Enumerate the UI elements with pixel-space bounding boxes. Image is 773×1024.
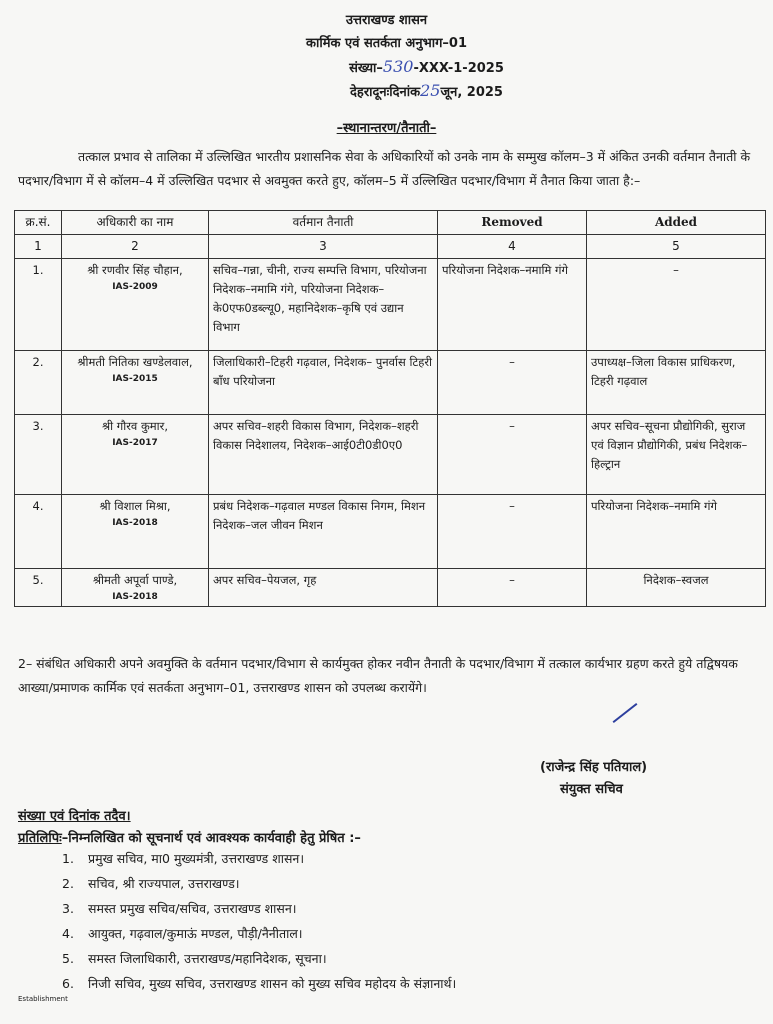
table-header-row	[15, 211, 766, 235]
removed-posting: –	[438, 495, 587, 569]
current-posting: सचिव–गन्ना, चीनी, राज्य सम्पत्ति विभाग, परियोजना निदेशक–नमामि गंगे, परियोजना निदेशक–के0एफ0डब्ल्यू0, महानिदेशक–कृषि एवं उद्यान विभाग	[209, 259, 438, 351]
col-header-sn: क्र.सं.	[15, 211, 62, 235]
col-header-added: Added	[587, 211, 766, 235]
signature-mark	[613, 703, 638, 723]
date-suffix: जून, 2025	[440, 85, 503, 100]
list-number: 3.	[62, 901, 74, 916]
list-number: 2.	[62, 876, 74, 891]
list-number: 5.	[62, 951, 74, 966]
officer-name-cell	[62, 351, 209, 415]
officer-batch: IAS-2015	[112, 374, 158, 384]
col-number: 2	[62, 235, 209, 259]
officer-batch: IAS-2018	[112, 592, 158, 602]
col-header-current: वर्तमान तैनाती	[209, 211, 438, 235]
col-number: 4	[438, 235, 587, 259]
officer-batch: IAS-2017	[112, 438, 158, 448]
officer-batch: IAS-2018	[112, 518, 158, 528]
table-row	[15, 495, 766, 569]
table-row	[15, 259, 766, 351]
officer-name-cell	[62, 415, 209, 495]
list-item	[62, 871, 752, 896]
row-sn: 3.	[15, 415, 62, 495]
order-date	[40, 81, 773, 100]
current-posting: अपर सचिव–शहरी विकास विभाग, निदेशक–शहरी विकास निदेशालय, निदेशक–आई0टी0डी0ए0	[209, 415, 438, 495]
order-number	[40, 57, 773, 76]
col-header-name: अधिकारी का नाम	[62, 211, 209, 235]
current-posting: अपर सचिव–पेयजल, गृह	[209, 569, 438, 607]
list-item	[62, 896, 752, 921]
added-posting: परियोजना निदेशक–नमामि गंगे	[587, 495, 766, 569]
officer-name-cell	[62, 569, 209, 607]
copy-recipient-list	[62, 846, 752, 996]
list-item	[62, 971, 752, 996]
officer-name: श्री रणवीर सिंह चौहान,	[87, 263, 183, 277]
list-text: समस्त जिलाधिकारी, उत्तराखण्ड/महानिदेशक, सूचना।	[88, 951, 327, 966]
handwritten-date: 25	[420, 81, 441, 100]
officer-name: श्री विशाल मिश्रा,	[99, 499, 171, 513]
list-text: समस्त प्रमुख सचिव/सचिव, उत्तराखण्ड शासन।	[88, 901, 297, 916]
added-posting: उपाध्यक्ष–जिला विकास प्राधिकरण, टिहरी गढ़वाल	[587, 351, 766, 415]
row-sn: 5.	[15, 569, 62, 607]
col-number: 5	[587, 235, 766, 259]
table-row	[15, 351, 766, 415]
order-number-prefix: संख्या–	[349, 61, 383, 76]
date-prefix: देहरादूनःदिनांक	[350, 85, 421, 100]
col-number: 3	[209, 235, 438, 259]
officer-name: श्रीमती अपूर्वा पाण्डे,	[92, 573, 178, 587]
list-number: 1.	[62, 851, 74, 866]
copy-subheading: –निम्नलिखित को सूचनार्थ एवं आवश्यक कार्यवाही हेतु प्रेषित :–	[61, 831, 361, 846]
list-text: सचिव, श्री राज्यपाल, उत्तराखण्ड।	[88, 876, 240, 891]
table-row	[15, 569, 766, 607]
table-row	[15, 415, 766, 495]
row-sn: 2.	[15, 351, 62, 415]
list-number: 6.	[62, 976, 74, 991]
footer-label: Establishment	[18, 995, 68, 1003]
current-posting: जिलाधिकारी–टिहरी गढ़वाल, निदेशक– पुनर्वास टिहरी बाँध परियोजना	[209, 351, 438, 415]
department-name: कार्मिक एवं सतर्कता अनुभाग–01	[306, 36, 467, 51]
intro-paragraph: तत्काल प्रभाव से तालिका में उल्लिखित भारतीय प्रशासनिक सेवा के अधिकारियों को उनके नाम के सम्मुख कॉलम–3 में अंकित उनकी वर्तमान तैनाती के पदभार/विभाग में से कॉलम–4 में उल्लिखित पदभार से अवमुक्त करते हुए, कॉलम–5 में उल्लिखित पदभार/विभाग में तैनात किया जाता है:–	[18, 149, 751, 188]
copy-label: प्रतिलिपिः	[18, 831, 62, 846]
list-text: आयुक्त, गढ़वाल/कुमाऊं मण्डल, पौड़ी/नैनीताल।	[88, 926, 303, 941]
officer-name: श्री गौरव कुमार,	[101, 419, 169, 433]
list-text: प्रमुख सचिव, मा0 मुख्यमंत्री, उत्तराखण्ड शासन।	[88, 851, 305, 866]
transfer-table	[14, 210, 766, 607]
signatory-name: (राजेन्द्र सिंह पतियाल)	[540, 760, 648, 775]
handwritten-number: 530	[382, 57, 414, 76]
column-number-row	[15, 235, 766, 259]
list-text: निजी सचिव, मुख्य सचिव, उत्तराखण्ड शासन को मुख्य सचिव महोदय के संज्ञानार्थ।	[88, 976, 457, 991]
col-header-removed: Removed	[438, 211, 587, 235]
signatory-designation: संयुक्त सचिव	[560, 782, 623, 797]
officer-name-cell	[62, 259, 209, 351]
removed-posting: –	[438, 569, 587, 607]
list-item	[62, 921, 752, 946]
added-posting: –	[587, 259, 766, 351]
row-sn: 4.	[15, 495, 62, 569]
list-item	[62, 946, 752, 971]
list-number: 4.	[62, 926, 74, 941]
officer-name: श्रीमती नितिका खण्डेलवाल,	[77, 355, 193, 369]
added-posting: अपर सचिव–सूचना प्रौद्योगिकी, सुराज एवं विज्ञान प्रौद्योगिकी, प्रबंध निदेशक–हिल्ट्रान	[587, 415, 766, 495]
removed-posting: –	[438, 351, 587, 415]
instruction-paragraph: 2– संबंधित अधिकारी अपने अवमुक्ति के वर्तमान पदभार/विभाग से कार्यमुक्त होकर नवीन तैनाती के पदभार/विभाग में तत्काल कार्यभार ग्रहण करते हुये तद्विषयक आख्या/प्रमाणक कार्मिक एवं सतर्कता अनुभाग–01, उत्तराखण्ड शासन को उपलब्ध करायेंगे।	[18, 656, 738, 695]
list-item	[62, 846, 752, 871]
officer-batch: IAS-2009	[112, 282, 158, 292]
officer-name-cell	[62, 495, 209, 569]
order-number-suffix: -XXX-1-2025	[413, 61, 504, 76]
added-posting: निदेशक–स्वजल	[587, 569, 766, 607]
removed-posting: –	[438, 415, 587, 495]
subject-line: –स्थानान्तरण/तैनाती–	[336, 121, 437, 136]
col-number: 1	[15, 235, 62, 259]
row-sn: 1.	[15, 259, 62, 351]
govt-name: उत्तराखण्ड शासन	[345, 13, 428, 28]
removed-posting: परियोजना निदेशक–नमामि गंगे	[438, 259, 587, 351]
current-posting: प्रबंध निदेशक–गढ़वाल मण्डल विकास निगम, मिशन निदेशक–जल जीवन मिशन	[209, 495, 438, 569]
copy-reference: संख्या एवं दिनांक तदैव।	[18, 809, 131, 824]
copy-to-heading	[18, 828, 361, 846]
